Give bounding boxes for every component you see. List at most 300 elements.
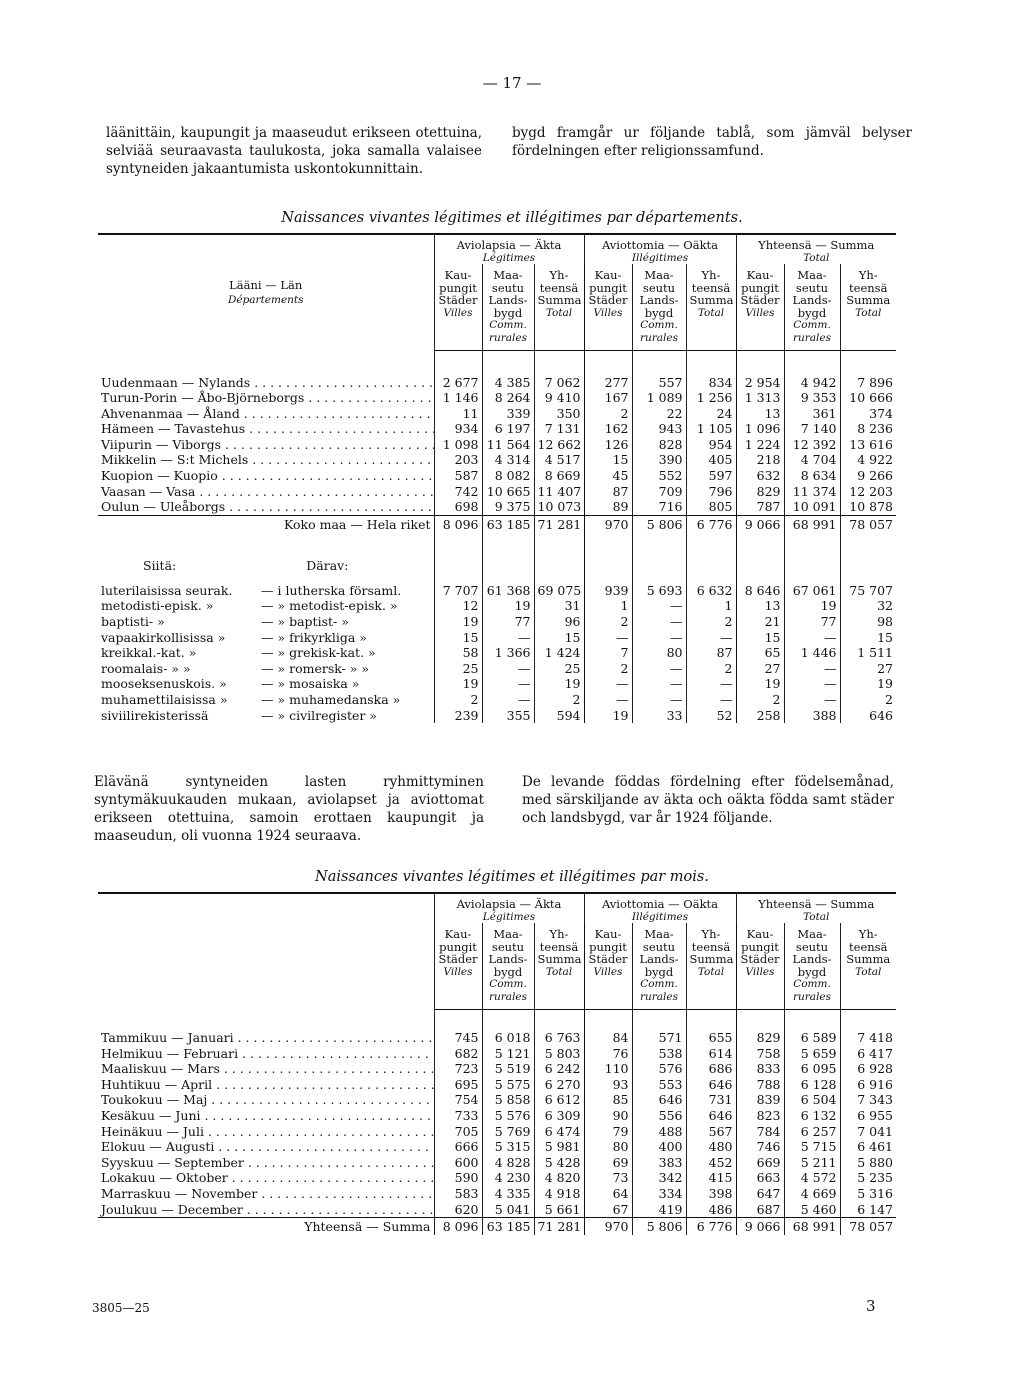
value-cell: — — [632, 598, 686, 614]
value-cell: — — [584, 692, 632, 708]
value-cell: 646 — [632, 1092, 686, 1108]
value-cell: 15 — [534, 630, 584, 646]
value-cell: 788 — [736, 1077, 784, 1093]
value-cell: 69 — [584, 1155, 632, 1171]
value-cell: 709 — [632, 484, 686, 500]
value-cell: 970 — [584, 515, 632, 533]
value-cell: 4 669 — [784, 1186, 840, 1202]
value-cell: — — [632, 676, 686, 692]
value-cell: 5 428 — [534, 1155, 584, 1171]
value-cell: 6 095 — [784, 1061, 840, 1077]
table-row — [98, 437, 896, 453]
religion-row — [98, 708, 896, 724]
value-cell: 13 — [736, 598, 784, 614]
value-cell: 419 — [632, 1202, 686, 1218]
value-cell: 9 066 — [736, 515, 784, 533]
value-cell: 73 — [584, 1170, 632, 1186]
row-label: Joulukuu — December — [101, 1201, 243, 1217]
value-cell: 32 — [840, 598, 896, 614]
value-cell: 96 — [534, 614, 584, 630]
table-row — [98, 1030, 896, 1046]
value-cell: 10 666 — [840, 390, 896, 406]
value-cell: 1 446 — [784, 645, 840, 661]
value-cell: 79 — [584, 1124, 632, 1140]
value-cell: — — [784, 692, 840, 708]
value-cell: 4 314 — [482, 452, 534, 468]
value-cell: 5 858 — [482, 1092, 534, 1108]
value-cell: 52 — [686, 708, 736, 724]
row-label: Vaasan — Vasa — [101, 483, 196, 499]
religion-row — [98, 676, 896, 692]
value-cell: 6 474 — [534, 1124, 584, 1140]
row-label: Helmikuu — Februari — [101, 1045, 239, 1061]
value-cell: 22 — [632, 406, 686, 422]
value-cell: 538 — [632, 1046, 686, 1062]
value-cell: 67 — [584, 1202, 632, 1218]
value-cell: 61 368 — [482, 583, 534, 599]
value-cell: 5 769 — [482, 1124, 534, 1140]
value-cell: 576 — [632, 1061, 686, 1077]
table-row — [98, 375, 896, 391]
value-cell: 10 665 — [482, 484, 534, 500]
religion-fi: baptisti- » — [101, 614, 165, 630]
value-cell: 2 — [840, 692, 896, 708]
value-cell: 5 661 — [534, 1202, 584, 1218]
value-cell: 7 343 — [840, 1092, 896, 1108]
value-cell: 6 763 — [534, 1030, 584, 1046]
intro-paragraph-swedish: bygd framgår ur följande tablå, som jämväl belyser fördelningen efter religionssamfund. — [512, 125, 912, 159]
value-cell: 823 — [736, 1108, 784, 1124]
value-cell: 6 128 — [784, 1077, 840, 1093]
value-cell: 8 646 — [736, 583, 784, 599]
value-cell: 4 572 — [784, 1170, 840, 1186]
value-cell: 277 — [584, 375, 632, 391]
table-row — [98, 1202, 896, 1218]
value-cell: 258 — [736, 708, 784, 724]
months-paragraph-swedish: De levande föddas fördelning efter födelsemånad, med särskiljande av äkta och oäkta födda samt städer och landsbygd, var år 1924 följande. — [522, 774, 894, 826]
table-row — [98, 1170, 896, 1186]
value-cell: 15 — [736, 630, 784, 646]
row-label: Koko maa — Hela riket — [284, 516, 431, 532]
table1-caption: Naissances vivantes légitimes et illégitimes par départements. — [281, 210, 743, 226]
value-cell: 480 — [686, 1139, 736, 1155]
value-cell: 553 — [632, 1077, 686, 1093]
value-cell: 2 — [686, 614, 736, 630]
value-cell: 71 281 — [534, 515, 584, 533]
value-cell: 67 061 — [784, 583, 840, 599]
row-label: Toukokuu — Maj — [101, 1092, 208, 1108]
value-cell: 400 — [632, 1139, 686, 1155]
row-label: Syyskuu — September — [101, 1154, 244, 1170]
value-cell: 839 — [736, 1092, 784, 1108]
value-cell: 4 942 — [784, 375, 840, 391]
value-cell: 19 — [482, 598, 534, 614]
value-cell: 8 096 — [434, 1218, 482, 1236]
value-cell: 75 707 — [840, 583, 896, 599]
value-cell: 970 — [584, 1218, 632, 1236]
value-cell: — — [632, 630, 686, 646]
value-cell: 646 — [840, 708, 896, 724]
value-cell: 98 — [840, 614, 896, 630]
value-cell: 1 313 — [736, 390, 784, 406]
value-cell: 655 — [686, 1030, 736, 1046]
value-cell: 10 091 — [784, 499, 840, 515]
value-cell: 2 — [434, 692, 482, 708]
value-cell: 383 — [632, 1155, 686, 1171]
value-cell: 126 — [584, 437, 632, 453]
table2-group-illegitimate: Aviottomia — Oäkta Illégitimes — [584, 893, 736, 923]
table2-group-total: Yhteensä — Summa Total — [736, 893, 896, 923]
value-cell: 5 806 — [632, 1218, 686, 1236]
row-label: Marraskuu — November — [101, 1185, 258, 1201]
value-cell: 15 — [434, 630, 482, 646]
value-cell: — — [686, 692, 736, 708]
row-label: Yhteensä — Summa — [304, 1219, 431, 1235]
value-cell: 4 828 — [482, 1155, 534, 1171]
religion-fi: mooseksenuskois. » — [101, 676, 227, 692]
value-cell: 5 460 — [784, 1202, 840, 1218]
value-cell: 11 564 — [482, 437, 534, 453]
row-label: Lokakuu — Oktober — [101, 1170, 228, 1186]
value-cell: 405 — [686, 452, 736, 468]
religion-fi: roomalais- » » — [101, 660, 191, 676]
value-cell: 6 309 — [534, 1108, 584, 1124]
value-cell: 11 — [434, 406, 482, 422]
value-cell: 552 — [632, 468, 686, 484]
value-cell: 557 — [632, 375, 686, 391]
value-cell: 69 075 — [534, 583, 584, 599]
value-cell: 11 407 — [534, 484, 584, 500]
value-cell: 78 057 — [840, 515, 896, 533]
table2-group-legitimate: Aviolapsia — Äkta Légitimes — [434, 893, 584, 923]
table-row — [98, 1092, 896, 1108]
value-cell: 90 — [584, 1108, 632, 1124]
value-cell: 7 — [584, 645, 632, 661]
value-cell: 6 928 — [840, 1061, 896, 1077]
value-cell: 571 — [632, 1030, 686, 1046]
value-cell: 6 132 — [784, 1108, 840, 1124]
value-cell: 2 — [534, 692, 584, 708]
value-cell: 398 — [686, 1186, 736, 1202]
table-row — [98, 1139, 896, 1155]
value-cell: 9 066 — [736, 1218, 784, 1236]
value-cell: 2 — [736, 692, 784, 708]
value-cell: 954 — [686, 437, 736, 453]
religion-sv: — » grekisk-kat. » — [261, 645, 376, 661]
value-cell: 415 — [686, 1170, 736, 1186]
value-cell: 787 — [736, 499, 784, 515]
value-cell: 6 589 — [784, 1030, 840, 1046]
value-cell: 1 096 — [736, 421, 784, 437]
value-cell: 716 — [632, 499, 686, 515]
value-cell: 4 517 — [534, 452, 584, 468]
table-row — [98, 1124, 896, 1140]
value-cell: — — [784, 661, 840, 677]
value-cell: 4 335 — [482, 1186, 534, 1202]
value-cell: 6 504 — [784, 1092, 840, 1108]
table1-group-total: Yhteensä — Summa Total — [736, 234, 896, 264]
religion-sv: — » civilregister » — [261, 707, 377, 723]
intro-paragraph-finnish: läänittäin, kaupungit ja maaseudut erikseen otettuina, selviää seuraavasta taulukosta, joka samalla valaisee syntyneiden jakaantumista uskontokunnittain. — [106, 125, 482, 177]
religion-sv: — » muhamedanska » — [261, 692, 401, 707]
value-cell: — — [482, 692, 534, 708]
value-cell: 829 — [736, 484, 784, 500]
value-cell: 355 — [482, 708, 534, 724]
value-cell: 162 — [584, 421, 632, 437]
value-cell: 1 089 — [632, 390, 686, 406]
value-cell: — — [584, 676, 632, 692]
value-cell: 9 353 — [784, 390, 840, 406]
value-cell: 58 — [434, 645, 482, 661]
value-cell: 2 — [584, 406, 632, 422]
value-cell: 65 — [736, 645, 784, 661]
table-row — [98, 452, 896, 468]
value-cell: 695 — [434, 1077, 482, 1093]
siita-label: Siitä: — [143, 557, 177, 573]
table1-rowhead: Lääni — Län Départements — [98, 234, 434, 351]
value-cell: 1 424 — [534, 645, 584, 661]
departments-table — [98, 233, 896, 723]
value-cell: 6 270 — [534, 1077, 584, 1093]
religion-row — [98, 583, 896, 599]
value-cell: 746 — [736, 1139, 784, 1155]
value-cell: 5 576 — [482, 1108, 534, 1124]
value-cell: 1 366 — [482, 645, 534, 661]
value-cell: 796 — [686, 484, 736, 500]
value-cell: 2 — [584, 661, 632, 677]
value-cell: 64 — [584, 1186, 632, 1202]
value-cell: 6 955 — [840, 1108, 896, 1124]
value-cell: 8 096 — [434, 515, 482, 533]
value-cell: 5 519 — [482, 1061, 534, 1077]
religion-fi: muhamettilaisissa » — [101, 692, 228, 707]
value-cell: 31 — [534, 598, 584, 614]
table-row — [98, 421, 896, 437]
value-cell: 339 — [482, 406, 534, 422]
religion-row — [98, 614, 896, 630]
value-cell: 1 146 — [434, 390, 482, 406]
value-cell: 76 — [584, 1046, 632, 1062]
table1-group-illegitimate: Aviottomia — Oäkta Illégitimes — [584, 234, 736, 264]
total-row — [98, 515, 896, 533]
value-cell: 7 140 — [784, 421, 840, 437]
value-cell: 19 — [784, 598, 840, 614]
value-cell: 2 — [584, 614, 632, 630]
value-cell: 12 203 — [840, 484, 896, 500]
value-cell: 1 098 — [434, 437, 482, 453]
value-cell: 620 — [434, 1202, 482, 1218]
value-cell: 632 — [736, 468, 784, 484]
value-cell: 2 954 — [736, 375, 784, 391]
value-cell: 669 — [736, 1155, 784, 1171]
value-cell: 567 — [686, 1124, 736, 1140]
value-cell: 646 — [686, 1077, 736, 1093]
table-row — [98, 484, 896, 500]
value-cell: 647 — [736, 1186, 784, 1202]
value-cell: 374 — [840, 406, 896, 422]
value-cell: 6 916 — [840, 1077, 896, 1093]
table1-body — [98, 351, 896, 724]
value-cell: 25 — [434, 661, 482, 677]
religion-sv: — i lutherska församl. — [261, 582, 402, 598]
row-label: Kuopion — Kuopio — [101, 468, 218, 484]
value-cell: 167 — [584, 390, 632, 406]
value-cell: 829 — [736, 1030, 784, 1046]
value-cell: 342 — [632, 1170, 686, 1186]
table-row — [98, 1061, 896, 1077]
value-cell: 7 896 — [840, 375, 896, 391]
value-cell: 5 803 — [534, 1046, 584, 1062]
value-cell: 6 018 — [482, 1030, 534, 1046]
value-cell: 600 — [434, 1155, 482, 1171]
value-cell: 19 — [736, 676, 784, 692]
value-cell: 8 264 — [482, 390, 534, 406]
value-cell: 63 185 — [482, 515, 534, 533]
religion-fi: kreikkal.-kat. » — [101, 645, 197, 661]
value-cell: 11 374 — [784, 484, 840, 500]
value-cell: — — [482, 661, 534, 677]
row-label: Oulun — Uleåborgs — [101, 499, 226, 515]
row-label: Kesäkuu — Juni — [101, 1107, 201, 1123]
sheet-number: 3 — [866, 1297, 876, 1315]
value-cell: 2 — [686, 661, 736, 677]
value-cell: 745 — [434, 1030, 482, 1046]
row-label: Mikkelin — S:t Michels — [101, 452, 249, 468]
value-cell: 1 511 — [840, 645, 896, 661]
value-cell: — — [482, 630, 534, 646]
value-cell: 6 242 — [534, 1061, 584, 1077]
value-cell: 203 — [434, 452, 482, 468]
value-cell: 5 659 — [784, 1046, 840, 1062]
value-cell: 4 820 — [534, 1170, 584, 1186]
value-cell: 27 — [840, 661, 896, 677]
value-cell: 5 121 — [482, 1046, 534, 1062]
religion-fi: metodisti-episk. » — [101, 598, 214, 614]
value-cell: — — [632, 661, 686, 677]
value-cell: 334 — [632, 1186, 686, 1202]
value-cell: 87 — [686, 645, 736, 661]
value-cell: 24 — [686, 406, 736, 422]
value-cell: 833 — [736, 1061, 784, 1077]
value-cell: 15 — [584, 452, 632, 468]
value-cell: 705 — [434, 1124, 482, 1140]
value-cell: 934 — [434, 421, 482, 437]
value-cell: 27 — [736, 661, 784, 677]
value-cell: 754 — [434, 1092, 482, 1108]
value-cell: 12 392 — [784, 437, 840, 453]
value-cell: 80 — [584, 1139, 632, 1155]
value-cell: 15 — [840, 630, 896, 646]
value-cell: 6 776 — [686, 515, 736, 533]
row-label: Tammikuu — Januari — [101, 1030, 234, 1045]
value-cell: 19 — [584, 708, 632, 724]
value-cell: 590 — [434, 1170, 482, 1186]
value-cell: 4 385 — [482, 375, 534, 391]
value-cell: 5 235 — [840, 1170, 896, 1186]
value-cell: 587 — [434, 468, 482, 484]
value-cell: 21 — [736, 614, 784, 630]
table1-group-legitimate: Aviolapsia — Äkta Légitimes — [434, 234, 584, 264]
value-cell: 723 — [434, 1061, 482, 1077]
value-cell: 77 — [784, 614, 840, 630]
value-cell: 13 616 — [840, 437, 896, 453]
value-cell: 646 — [686, 1108, 736, 1124]
religion-sv: — » romersk- » » — [261, 660, 370, 676]
value-cell: 19 — [434, 676, 482, 692]
value-cell: 731 — [686, 1092, 736, 1108]
value-cell: 5 211 — [784, 1155, 840, 1171]
table-row — [98, 1186, 896, 1202]
value-cell: 6 257 — [784, 1124, 840, 1140]
religion-row — [98, 661, 896, 677]
value-cell: 452 — [686, 1155, 736, 1171]
value-cell: 758 — [736, 1046, 784, 1062]
print-code: 3805—25 — [92, 1301, 150, 1315]
value-cell: 4 704 — [784, 452, 840, 468]
value-cell: 1 256 — [686, 390, 736, 406]
value-cell: 361 — [784, 406, 840, 422]
value-cell: 5 981 — [534, 1139, 584, 1155]
value-cell: 7 707 — [434, 583, 482, 599]
value-cell: 784 — [736, 1124, 784, 1140]
value-cell: 71 281 — [534, 1218, 584, 1236]
value-cell: 350 — [534, 406, 584, 422]
row-label: Elokuu — Augusti — [101, 1139, 215, 1155]
value-cell: 7 131 — [534, 421, 584, 437]
value-cell: 4 230 — [482, 1170, 534, 1186]
value-cell: 687 — [736, 1202, 784, 1218]
value-cell: 6 461 — [840, 1139, 896, 1155]
value-cell: 4 918 — [534, 1186, 584, 1202]
row-label: Uudenmaan — Nylands — [101, 374, 251, 390]
religion-fi: vapaakirkollisissa » — [101, 629, 226, 645]
value-cell: 488 — [632, 1124, 686, 1140]
value-cell: 939 — [584, 583, 632, 599]
value-cell: 10 073 — [534, 499, 584, 515]
table2-caption: Naissances vivantes légitimes et illégitimes par mois. — [315, 869, 709, 885]
value-cell: 63 185 — [482, 1218, 534, 1236]
table2-header: Aviolapsia — Äkta Légitimes Aviottomia — Oäkta Illégitimes Yhteensä — Summa Total Kau- pungit Städer Villes Maa- seutu Lands- bygd Comm. rurales Yh- teensä Summa Total Kau- pungit Städer Villes Maa- seutu Lands- bygd Comm. rurales Yh- teensä Summa Total Kau- pungit Städer Villes Maa- seutu Lands- bygd Comm. rurales Yh- teensä Summa Total — [98, 893, 896, 1010]
value-cell: 7 062 — [534, 375, 584, 391]
value-cell: 1 224 — [736, 437, 784, 453]
value-cell: 12 — [434, 598, 482, 614]
table-row — [98, 390, 896, 406]
value-cell: 943 — [632, 421, 686, 437]
value-cell: 7 418 — [840, 1030, 896, 1046]
darav-label: Därav: — [306, 557, 349, 573]
value-cell: 9 410 — [534, 390, 584, 406]
value-cell: 6 417 — [840, 1046, 896, 1062]
value-cell: 85 — [584, 1092, 632, 1108]
value-cell: 733 — [434, 1108, 482, 1124]
value-cell: 78 057 — [840, 1218, 896, 1236]
value-cell: 12 662 — [534, 437, 584, 453]
table2-body — [98, 1010, 896, 1236]
value-cell: 742 — [434, 484, 482, 500]
value-cell: — — [784, 630, 840, 646]
religion-fi: luterilaisissa seurak. — [101, 582, 233, 598]
value-cell: 25 — [534, 661, 584, 677]
value-cell: 2 677 — [434, 375, 482, 391]
table-row — [98, 1077, 896, 1093]
row-label: Huhtikuu — April — [101, 1076, 213, 1092]
value-cell: 5 806 — [632, 515, 686, 533]
value-cell: 8 634 — [784, 468, 840, 484]
value-cell: 686 — [686, 1061, 736, 1077]
value-cell: 45 — [584, 468, 632, 484]
value-cell: 33 — [632, 708, 686, 724]
value-cell: 8 082 — [482, 468, 534, 484]
